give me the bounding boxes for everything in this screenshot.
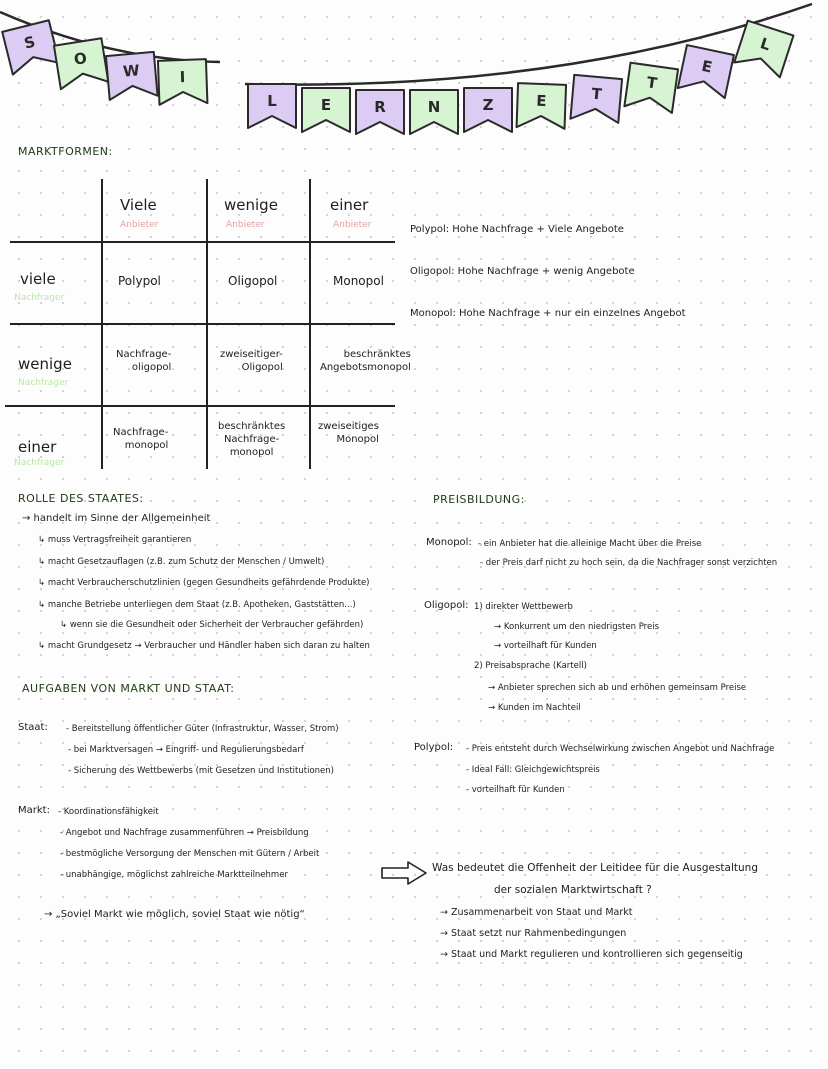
banner-flag-13	[678, 45, 734, 98]
banner-flag-10	[517, 83, 567, 129]
col-header-einer: einer	[330, 196, 369, 214]
banner-letter: O	[72, 48, 89, 69]
banner-flag-9	[464, 88, 512, 132]
aufgaben-heading: AUFGABEN VON MARKT UND STAAT:	[22, 682, 235, 695]
banner-flag-4	[158, 59, 208, 105]
banner-letter: E	[699, 56, 714, 77]
leitidee-answer-1: → Zusammenarbeit von Staat und Markt	[440, 907, 633, 918]
markt-label: Markt:	[18, 805, 50, 816]
banner-flag-12	[624, 63, 678, 113]
banner-letter: I	[179, 67, 186, 87]
definition-monopol: Monopol: Hohe Nachfrage + nur ein einzelnes Angebot	[410, 308, 686, 319]
cell-zweiseitiges-monopol: zweiseitiges Monopol	[318, 421, 379, 445]
monopol-line-2: - der Preis darf nicht zu hoch sein, da die Nachfrager sonst verzichten	[480, 558, 778, 568]
col-sub-wenige: Anbieter	[226, 220, 265, 230]
markt-line-1: - Koordinationsfähigkeit	[58, 807, 159, 817]
cell-polypol: Polypol	[118, 274, 161, 288]
rolle-line-7: ↳ macht Grundgesetz → Verbraucher und Händler haben sich daran zu halten	[38, 641, 370, 651]
leitidee-question-line-2: der sozialen Marktwirtschaft ?	[494, 884, 652, 896]
polypol-label: Polypol:	[414, 742, 454, 753]
row-sub-wenige: Nachfrager	[18, 378, 69, 388]
banner-letter: L	[267, 92, 277, 110]
leitsatz-quote: → „Soviel Markt wie möglich, soviel Staat wie nötig“	[44, 909, 305, 920]
table-hline-3	[5, 405, 395, 407]
leitidee-answer-3: → Staat und Markt regulieren und kontrollieren sich gegenseitig	[440, 949, 743, 960]
oligopol-line-1: 1) direkter Wettbewerb	[474, 602, 573, 612]
banner-letter: E	[320, 96, 332, 114]
marktformen-heading: MARKTFORMEN:	[18, 145, 113, 158]
banner-letter: N	[427, 98, 441, 116]
table-hline-1	[10, 241, 395, 243]
rolle-line-6: ↳ wenn sie die Gesundheit oder Sicherheit der Verbraucher gefährden)	[60, 620, 364, 630]
cell-monopol: Monopol	[333, 274, 384, 288]
rolle-line-1: → handelt im Sinne der Allgemeinheit	[22, 513, 211, 524]
banner-letter: S	[22, 32, 38, 53]
leitidee-question-line-1: Was bedeutet die Offenheit der Leitidee für die Ausgestaltung	[432, 862, 758, 874]
banner-letter: E	[536, 91, 547, 111]
staat-line-2: - bei Marktversagen → Eingriff- und Regulierungsbedarf	[68, 745, 304, 755]
rolle-line-3: ↳ macht Gesetzauflagen (z.B. zum Schutz der Menschen / Umwelt)	[38, 557, 325, 567]
col-header-wenige: wenige	[224, 196, 278, 214]
cell-nachfrageoligopol: Nachfrage- oligopol	[116, 349, 172, 373]
banner-flag-3	[106, 52, 158, 100]
banner-letter: R	[374, 98, 386, 116]
cell-beschraenktes-angebotsmonopol: beschränktes Angebotsmonopol	[320, 349, 411, 373]
cell-beschraenktes-nachfragemonopol: beschränktes Nachfrage- monopol	[218, 421, 286, 458]
banner-letter: Z	[482, 96, 494, 114]
oligopol-label: Oligopol:	[424, 600, 469, 611]
banner-flag-5	[248, 84, 296, 128]
banner-flag-1	[2, 20, 59, 74]
big-arrow-icon	[380, 860, 428, 886]
staat-line-3: - Sicherung des Wettbewerbs (mit Gesetzen und Institutionen)	[68, 766, 334, 776]
polypol-line-3: - vorteilhaft für Kunden	[466, 785, 565, 795]
staat-line-1: - Bereitstellung öffentlicher Güter (Infrastruktur, Wasser, Strom)	[66, 724, 339, 734]
oligopol-line-3: → vorteilhaft für Kunden	[494, 641, 597, 651]
banner-letter: L	[758, 34, 773, 55]
rolle-line-2: ↳ muss Vertragsfreiheit garantieren	[38, 535, 192, 545]
leitidee-answer-2: → Staat setzt nur Rahmenbedingungen	[440, 928, 627, 939]
markt-line-4: - unabhängige, möglichst zahlreiche Marktteilnehmer	[60, 870, 288, 880]
cell-nachfragemonopol: Nachfrage- monopol	[113, 427, 169, 451]
markt-line-3: - bestmögliche Versorgung der Menschen mit Gütern / Arbeit	[60, 849, 320, 859]
rolle-line-5: ↳ manche Betriebe unterliegen dem Staat (z.B. Apotheken, Gaststätten...)	[38, 600, 356, 610]
banner-flag-7	[356, 90, 404, 134]
definition-oligopol: Oligopol: Hohe Nachfrage + wenig Angebote	[410, 266, 635, 277]
row-sub-einer: Nachfrager	[14, 458, 65, 468]
banner-flag-2	[54, 38, 108, 89]
banner-letter: T	[590, 84, 603, 104]
rolle-line-4: ↳ macht Verbraucherschutzlinien (gegen Gesundheits gefährdende Produkte)	[38, 578, 370, 588]
banner-flag-8	[410, 90, 458, 134]
polypol-line-2: - Ideal Fall: Gleichgewichtspreis	[466, 765, 600, 775]
markt-line-2: - Angebot und Nachfrage zusammenführen → Preisbildung	[60, 828, 309, 838]
definition-polypol: Polypol: Hohe Nachfrage + Viele Angebote	[410, 224, 624, 235]
banner	[0, 0, 828, 150]
cell-zweiseitiger-oligopol: zweiseitiger- Oligopol	[220, 349, 283, 373]
banner-letter: T	[645, 73, 659, 93]
oligopol-line-2: → Konkurrent um den niedrigsten Preis	[494, 622, 660, 632]
banner-flag-14	[734, 21, 793, 78]
monopol-label: Monopol:	[426, 537, 472, 548]
row-sub-viele: Nachfrager	[14, 293, 65, 303]
banner-flag-11	[570, 75, 622, 123]
monopol-line-1: - ein Anbieter hat die alleinige Macht über die Preise	[478, 539, 702, 549]
banner-flag-6	[302, 88, 350, 132]
cell-oligopol: Oligopol	[228, 274, 278, 288]
col-sub-viele: Anbieter	[120, 220, 159, 230]
staat-label: Staat:	[18, 722, 48, 733]
table-hline-2	[10, 323, 395, 325]
banner-letter: W	[122, 61, 141, 81]
preisbildung-heading: PREISBILDUNG:	[433, 493, 525, 506]
oligopol-line-4: 2) Preisabsprache (Kartell)	[474, 661, 587, 671]
polypol-line-1: - Preis entsteht durch Wechselwirkung zwischen Angebot und Nachfrage	[466, 744, 775, 754]
rolle-heading: ROLLE DES STAATES:	[18, 492, 144, 505]
row-header-einer: einer	[18, 438, 57, 456]
oligopol-line-5: → Anbieter sprechen sich ab und erhöhen gemeinsam Preise	[488, 683, 747, 693]
row-header-viele: viele	[20, 270, 56, 288]
col-header-viele: Viele	[120, 196, 157, 214]
oligopol-line-6: → Kunden im Nachteil	[488, 703, 581, 713]
col-sub-einer: Anbieter	[333, 220, 372, 230]
row-header-wenige: wenige	[18, 355, 72, 373]
